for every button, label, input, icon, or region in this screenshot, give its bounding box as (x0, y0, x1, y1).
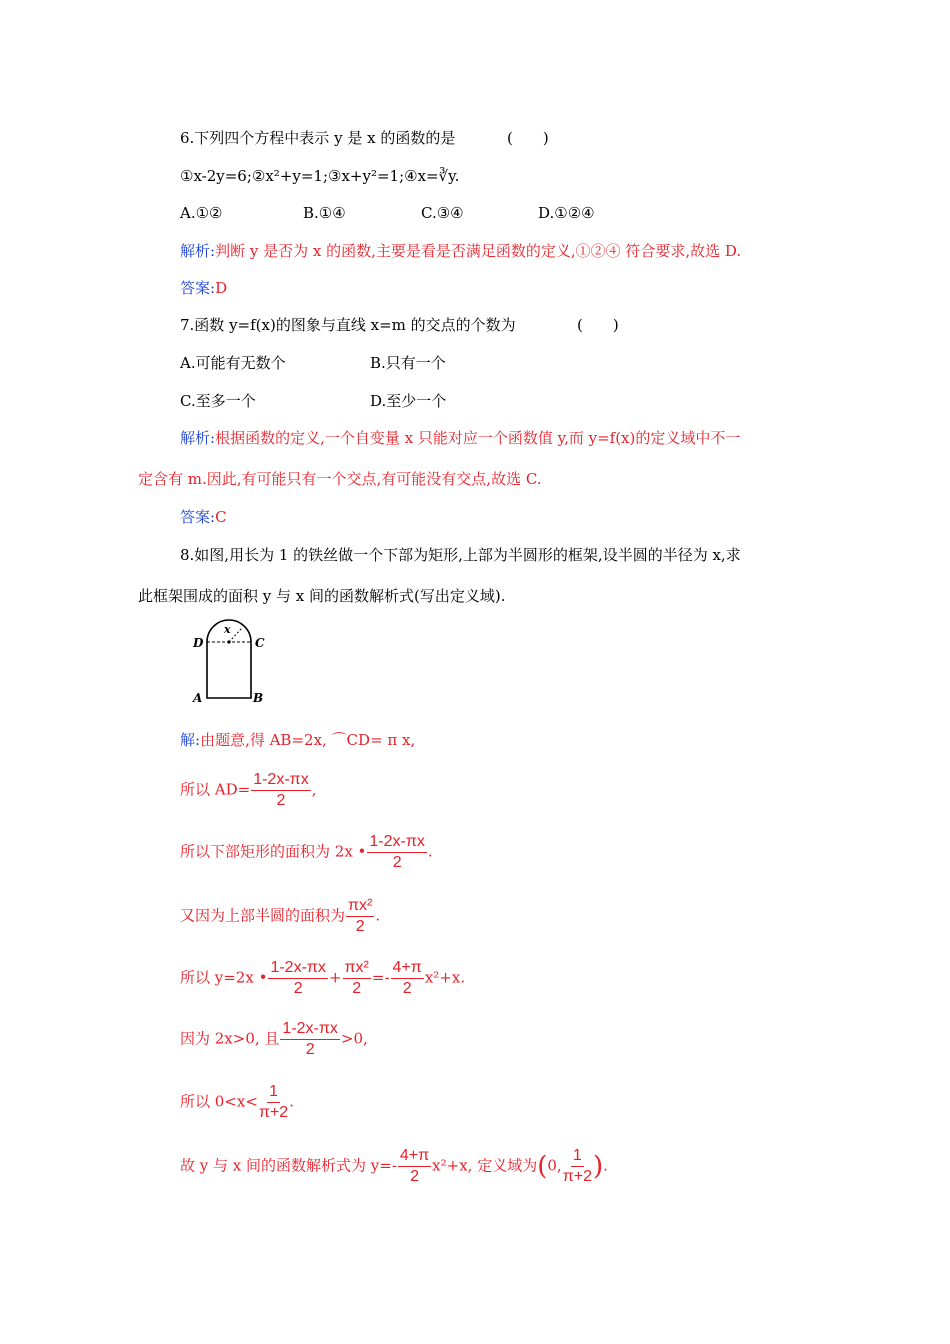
q6-option-d: D.①②④ (538, 204, 595, 222)
fraction-coef: $\frac{4+\pi}{2}$ (392, 959, 422, 997)
q8-solution-step-6: 因为 2x>0, 且 $\frac{1-2x-\pi x}{2}$ >0, (180, 1020, 368, 1058)
q6-answer (180, 278, 227, 298)
solution-label: 解: (180, 731, 201, 749)
answer-label: 答案: (180, 508, 216, 526)
answer-value: C (215, 508, 227, 526)
domain-close-paren: ) (592, 1151, 604, 1182)
q8-solution-step-8: 故 y 与 x 间的函数解析式为 y=- $\frac{4+\pi}{2}$ x²+x, 定义域为(0, $\frac{1}{\pi+2}$ ). (180, 1147, 608, 1185)
q6-analysis (180, 241, 741, 261)
q6-stem: 6.下列四个方程中表示 y 是 x 的函数的是 (180, 129, 456, 147)
q6-option-c: C.③④ (421, 204, 464, 222)
analysis-text: 判断 y 是否为 x 的函数,主要是看是否满足函数的定义,①②④ 符合要求,故选 D. (215, 242, 742, 260)
domain-open-paren: ( (537, 1151, 548, 1182)
q7-stem: 7.函数 y=f(x)的图象与直线 x=m 的交点的个数为 (180, 316, 516, 334)
label-d: D (193, 636, 204, 650)
label-c: C (255, 636, 265, 650)
q6-option-a: A.①② (180, 204, 223, 222)
fraction-rect: $\frac{1-2x-\pi x}{2}$ (270, 959, 326, 997)
q6-equations: ①x-2y=6;②x²+y=1;③x+y²=1;④x=∛y. (180, 167, 460, 185)
analysis-label: 解析: (180, 429, 216, 447)
fraction-rect-height: $\frac{1-2x-\pi x}{2}$ (369, 833, 425, 871)
frame-figure (190, 618, 280, 710)
q7-option-b: B.只有一个 (370, 354, 446, 372)
fraction-ad: $\frac{1-2x-\pi x}{2}$ (253, 771, 309, 809)
q7-option-a: A.可能有无数个 (180, 354, 286, 372)
q7-analysis-line-1 (180, 428, 740, 448)
fraction-domain-bound: $\frac{1}{\pi+2}$ (562, 1147, 592, 1185)
q8-stem-line-2: 此框架围成的面积 y 与 x 间的函数解析式(写出定义域). (138, 587, 506, 605)
q8-solution-step-3: 所以下部矩形的面积为 2x • $\frac{1-2x-\pi x}{2}$ . (180, 833, 433, 871)
label-x: x (224, 623, 231, 636)
label-a: A (193, 691, 203, 705)
q8-solution-step-2: 所以 AD= $\frac{1-2x-\pi x}{2}$ , (180, 771, 317, 809)
radius-dashed (229, 628, 242, 642)
q8-stem-line-1: 8.如图,用长为 1 的铁丝做一个下部为矩形,上部为半圆形的框架,设半圆的半径为 x,求 (180, 546, 741, 564)
q7-analysis-line-2: 定含有 m.因此,有可能只有一个交点,有可能没有交点,故选 C. (138, 470, 542, 488)
q8-solution-step-4: 又因为上部半圆的面积为 $\frac{\text{πx²}}{2}$ . (180, 897, 381, 935)
q7-option-d: D.至少一个 (370, 392, 447, 410)
answer-value: D (215, 279, 228, 297)
fraction-semi: $\frac{\text{πx²}}{2}$ (344, 959, 369, 997)
q6-option-b: B.①④ (303, 204, 346, 222)
analysis-label: 解析: (180, 242, 216, 260)
q7-bracket: ( ) (577, 316, 619, 334)
fraction-ad-positive: $\frac{1-2x-\pi x}{2}$ (282, 1020, 338, 1058)
q6-bracket: ( ) (507, 129, 549, 147)
fraction-final-coef: $\frac{4+\pi}{2}$ (399, 1147, 430, 1185)
q7-answer (180, 507, 227, 527)
q7-option-c: C.至多一个 (180, 392, 256, 410)
label-b: B (253, 691, 264, 705)
center-dot (227, 640, 230, 643)
q8-solution-step-7: 所以 0<x< $\frac{1}{\pi+2}$ . (180, 1083, 294, 1121)
answer-label: 答案: (180, 279, 216, 297)
q8-solution-step-1: 解:由题意,得 AB=2x, ⌒CD= π x, (180, 731, 416, 749)
analysis-text: 根据函数的定义,一个自变量 x 只能对应一个函数值 y,而 y=f(x)的定义域中不一 (215, 429, 741, 447)
fraction-bound: $\frac{1}{\pi+2}$ (258, 1083, 289, 1121)
fraction-half-circle: $\frac{\text{πx²}}{2}$ (348, 897, 373, 935)
q8-solution-step-5: 所以 y=2x • $\frac{1-2x-\pi x}{2}$ + $\frac{\text{πx²}}{2}$ =- $\frac{4+\pi}{2}$ x²+x. (180, 959, 466, 997)
